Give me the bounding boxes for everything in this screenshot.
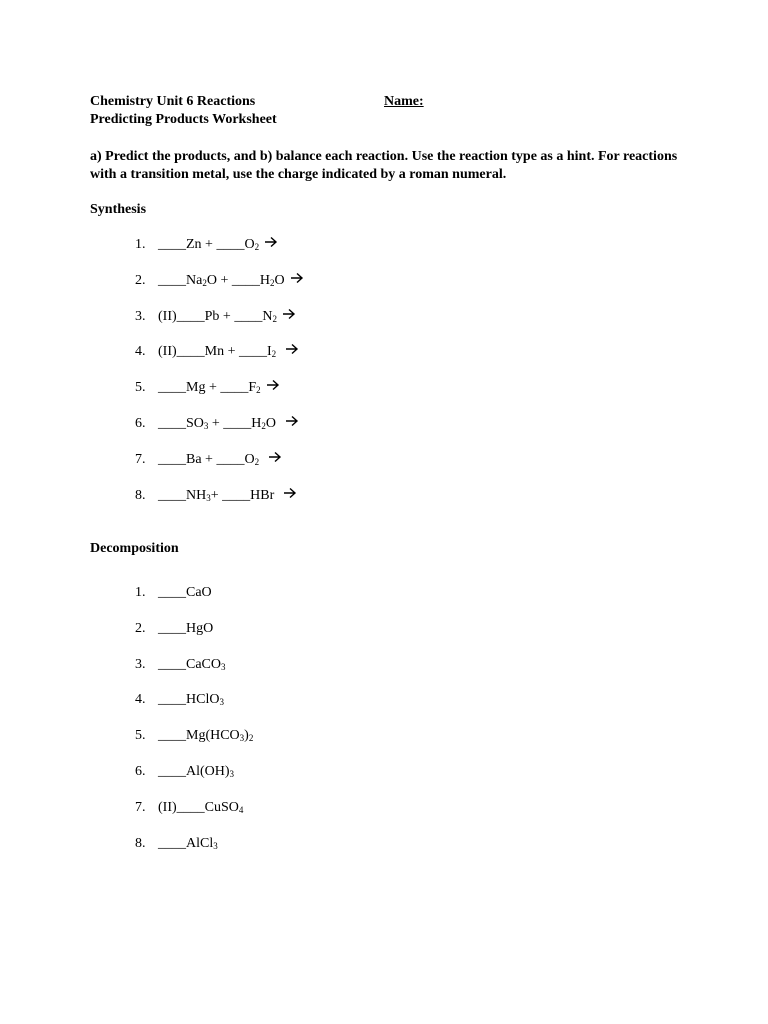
decomposition-reaction-7 [135, 800, 243, 816]
formula-subscript: 3 [239, 733, 245, 744]
decomposition-section-title: Decomposition [90, 541, 179, 556]
synthesis-reaction-7 [135, 451, 282, 468]
reaction-formula [158, 585, 212, 600]
reaction-formula [158, 237, 259, 252]
right-arrow-icon [282, 308, 296, 320]
item-number: 4. [135, 344, 146, 360]
formula-text: ____Mg(HCO [158, 728, 240, 744]
formula-text: ____Mg + ____F [158, 380, 257, 396]
formula-subscript: 2 [254, 456, 260, 467]
item-number: 8. [135, 835, 146, 851]
formula-subscript: 3 [203, 421, 209, 431]
synthesis-reaction-6 [135, 415, 299, 432]
item-number: 1. [135, 237, 146, 252]
reaction-formula [158, 764, 234, 779]
right-arrow-icon [266, 379, 280, 391]
worksheet-title: Predicting Products Worksheet [90, 112, 277, 127]
formula-text: + ____H [208, 416, 262, 431]
formula-subscript: 2 [271, 349, 277, 360]
reaction-formula [158, 836, 218, 851]
decomposition-reaction-4 [135, 692, 224, 708]
right-arrow-icon [264, 236, 278, 248]
formula-text: ____AlCl [158, 835, 214, 851]
synthesis-reaction-5 [135, 379, 280, 396]
formula-subscript: 2 [261, 421, 266, 431]
decomposition-reaction-3 [135, 657, 226, 673]
formula-subscript: 2 [248, 733, 254, 744]
reaction-formula [158, 621, 213, 636]
formula-text: ____Na [158, 272, 203, 288]
reaction-formula [158, 488, 274, 503]
synthesis-reaction-4 [135, 343, 299, 360]
formula-text: O [274, 272, 285, 288]
item-number: 6. [135, 416, 146, 431]
formula-text: ____HClO [158, 692, 220, 708]
reaction-formula [158, 380, 261, 395]
right-arrow-icon [285, 343, 299, 355]
formula-text: ____NH [158, 487, 207, 503]
item-number: 1. [135, 585, 146, 600]
reaction-formula [158, 344, 276, 359]
item-number: 2. [135, 620, 146, 636]
item-number: 4. [135, 692, 146, 708]
formula-text: ____HgO [158, 620, 214, 636]
right-arrow-icon [283, 487, 297, 499]
item-number: 8. [135, 487, 146, 503]
name-label: Name: [384, 94, 424, 109]
synthesis-section-title: Synthesis [90, 202, 147, 217]
item-number: 3. [135, 656, 146, 672]
decomposition-reaction-2 [135, 621, 213, 637]
instructions: a) Predict the products, and b) balance each reaction. Use the reaction type as a hint. For reactions with a transition metal, use the charge indicated by a roman numeral. [90, 149, 678, 182]
formula-subscript: 3 [213, 840, 218, 851]
formula-text: + ____HBr [210, 487, 275, 503]
reaction-formula [158, 309, 277, 324]
reaction-formula [158, 416, 276, 431]
formula-text: ____Al(OH) [158, 764, 230, 779]
name-field[interactable] [384, 94, 676, 110]
formula-text: (II)____CuSO [158, 799, 239, 815]
reaction-formula [158, 728, 253, 743]
decomposition-reaction-6 [135, 764, 234, 780]
reaction-formula [158, 800, 243, 815]
item-number: 7. [135, 799, 146, 815]
reaction-formula [158, 452, 259, 467]
formula-subscript: 2 [269, 277, 275, 288]
decomposition-reaction-8 [135, 836, 218, 852]
formula-text: O + ____H [206, 272, 270, 288]
formula-text: ____SO [158, 416, 204, 431]
formula-subscript: 2 [202, 277, 207, 288]
formula-subscript: 3 [221, 661, 226, 672]
formula-subscript: 2 [254, 242, 260, 252]
formula-subscript: 3 [229, 769, 235, 779]
formula-subscript: 2 [256, 385, 261, 396]
decomposition-reaction-1 [135, 585, 212, 601]
formula-subscript: 3 [219, 697, 224, 708]
formula-text: ) [244, 728, 249, 744]
reaction-formula [158, 273, 285, 288]
formula-text: ____CaCO [158, 656, 221, 672]
synthesis-reaction-8 [135, 487, 297, 504]
item-number: 5. [135, 380, 146, 396]
formula-text: O [265, 416, 277, 431]
right-arrow-icon [285, 415, 299, 427]
course-title: Chemistry Unit 6 Reactions [90, 94, 256, 109]
item-number: 2. [135, 272, 146, 288]
synthesis-reaction-1 [135, 236, 278, 253]
formula-text: ____Zn + ____O [158, 237, 255, 252]
right-arrow-icon [268, 451, 282, 463]
formula-text: (II)____Pb + ____N [158, 308, 273, 324]
reaction-formula [158, 657, 226, 672]
synthesis-reaction-2 [135, 272, 304, 289]
formula-subscript: 3 [206, 492, 211, 503]
item-number: 7. [135, 451, 146, 467]
right-arrow-icon [290, 272, 304, 284]
decomposition-reaction-5 [135, 728, 253, 744]
formula-subscript: 2 [272, 313, 277, 324]
formula-text: (II)____Mn + ____I [158, 344, 272, 360]
item-number: 5. [135, 728, 146, 744]
synthesis-reaction-3 [135, 308, 296, 325]
item-number: 6. [135, 764, 146, 779]
reaction-formula [158, 692, 224, 707]
formula-text: ____Ba + ____O [158, 451, 255, 467]
item-number: 3. [135, 308, 146, 324]
formula-text: ____CaO [158, 585, 212, 600]
formula-subscript: 4 [238, 804, 244, 815]
